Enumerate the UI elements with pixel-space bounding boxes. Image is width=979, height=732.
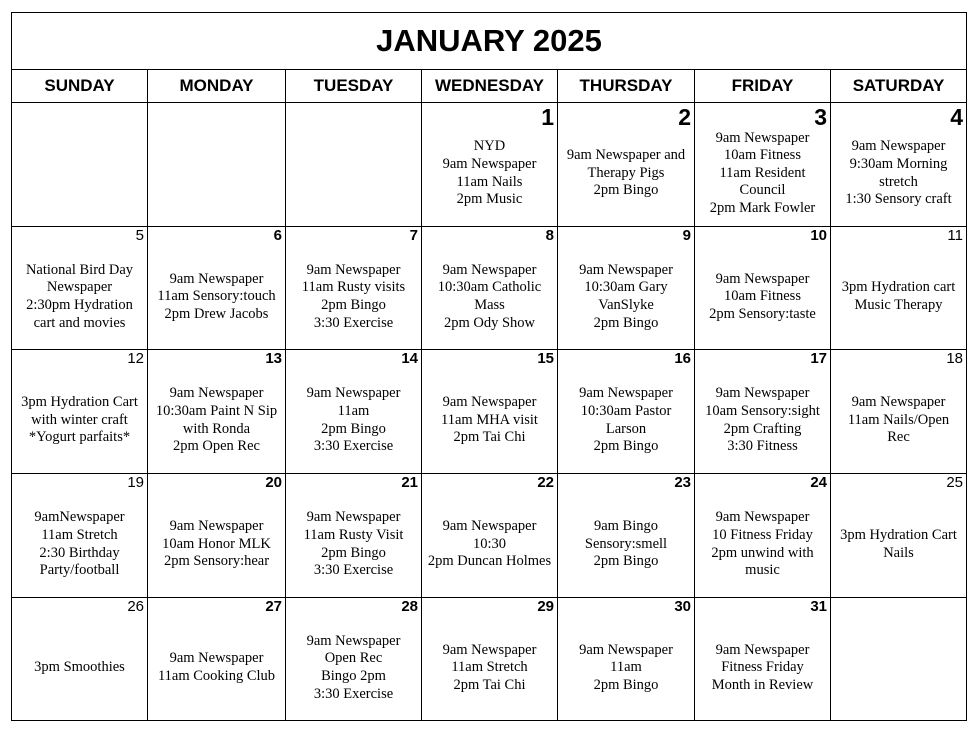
day-cell xyxy=(831,350,966,474)
event-line: 9am Newspaper xyxy=(715,509,810,526)
event-line: 2pm Bingo xyxy=(321,420,386,437)
day-header-thursday: THURSDAY xyxy=(558,70,695,103)
day-cell xyxy=(831,598,966,720)
event-list xyxy=(148,245,285,349)
event-line: VanSlyke xyxy=(598,297,654,313)
event-line: 2pm Sensory:hear xyxy=(163,553,270,570)
day-cell xyxy=(831,103,966,227)
event-line: 2pm Duncan Holmes xyxy=(427,553,552,570)
day-number: 24 xyxy=(810,474,827,491)
event-line: 3:30 Exercise xyxy=(313,438,394,455)
event-line: 3pm Hydration cart xyxy=(841,279,956,296)
event-list xyxy=(422,368,557,473)
event-line: 9am Newspaper and xyxy=(566,147,686,164)
event-line: 3:30 Fitness xyxy=(727,438,798,455)
event-line: 2pm Crafting xyxy=(723,420,802,437)
day-cell xyxy=(286,598,422,720)
event-line: 3:30 Exercise xyxy=(313,314,394,331)
event-line: 11am Stretch xyxy=(451,659,528,676)
event-line: 2pm Bingo xyxy=(593,314,659,331)
event-list xyxy=(695,616,830,720)
day-number: 20 xyxy=(265,474,282,491)
event-line: Music Therapy xyxy=(854,297,943,313)
event-list xyxy=(148,616,285,720)
day-number: 14 xyxy=(401,350,418,367)
event-line: 11am Rusty Visit xyxy=(303,526,404,543)
event-line: 10:30 xyxy=(472,535,507,552)
day-number: 17 xyxy=(810,350,827,367)
event-line: 9am Newspaper xyxy=(715,385,810,402)
day-cell xyxy=(422,474,558,598)
event-list xyxy=(148,492,285,597)
event-list xyxy=(695,121,830,226)
event-line: 9:30am Morning xyxy=(849,155,948,172)
event-line: music xyxy=(745,562,780,579)
event-line: Fitness Friday xyxy=(721,659,804,676)
event-line: 10 Fitness Friday xyxy=(712,526,813,543)
day-number: 26 xyxy=(127,598,144,615)
event-line: 3:30 Exercise xyxy=(313,562,394,579)
day-cell xyxy=(558,103,695,227)
event-line: 9am Newspaper xyxy=(715,129,810,146)
event-list xyxy=(286,368,421,473)
event-line: 9amNewspaper xyxy=(34,509,125,526)
day-cell xyxy=(558,350,695,474)
event-line: Council xyxy=(739,182,786,199)
day-number: 1 xyxy=(541,104,554,130)
event-line: 9am Newspaper xyxy=(851,138,946,155)
day-number: 28 xyxy=(401,598,418,615)
event-line: 2pm Tai Chi xyxy=(453,676,526,693)
event-line: with winter craft xyxy=(31,411,128,428)
day-number: 12 xyxy=(127,350,144,367)
day-number: 23 xyxy=(674,474,691,491)
day-number: 22 xyxy=(537,474,554,491)
day-cell xyxy=(148,227,286,350)
event-line: 9am Newspaper xyxy=(442,261,537,278)
event-line: 11am xyxy=(610,659,642,676)
event-line: 11am MHA visit xyxy=(441,411,538,428)
day-cell xyxy=(286,227,422,350)
event-line: stretch xyxy=(879,173,918,190)
event-line: 11am Stretch xyxy=(41,526,118,543)
event-line: 11am xyxy=(337,402,370,419)
day-cell xyxy=(12,103,148,227)
event-list xyxy=(831,121,966,226)
event-line: 9am Newspaper xyxy=(442,518,537,535)
day-header-sunday: SUNDAY xyxy=(12,70,148,103)
day-number: 16 xyxy=(674,350,691,367)
event-line: Nails xyxy=(883,544,914,561)
day-number: 6 xyxy=(273,227,282,244)
day-cell xyxy=(12,474,148,598)
calendar xyxy=(11,12,967,721)
event-line: 9am Newspaper xyxy=(579,385,673,402)
event-line: Therapy Pigs xyxy=(587,164,665,181)
event-line: *Yogurt parfaits* xyxy=(28,429,131,446)
event-line: Party/football xyxy=(39,562,120,579)
event-list xyxy=(286,616,421,720)
event-line: 2:30pm Hydration xyxy=(26,297,133,313)
event-line: 9am Newspaper xyxy=(306,261,401,278)
event-list xyxy=(12,616,147,720)
event-line: 9am Newspaper xyxy=(442,155,537,172)
event-line: 9am Newspaper xyxy=(715,641,810,658)
day-number: 15 xyxy=(537,350,554,367)
event-list xyxy=(558,492,694,597)
day-cell xyxy=(558,227,695,350)
calendar-title: JANUARY 2025 xyxy=(12,13,966,70)
event-line: 2pm Drew Jacobs xyxy=(164,305,269,322)
event-line: 9am Newspaper xyxy=(442,641,537,658)
event-line: 9am Newspaper xyxy=(169,270,264,287)
event-line: Bingo 2pm xyxy=(321,668,386,684)
day-cell xyxy=(148,103,286,227)
event-line: Open Rec xyxy=(324,650,383,667)
event-line: 2pm Bingo xyxy=(593,676,659,693)
event-line: 9am Newspaper xyxy=(579,641,673,658)
event-list xyxy=(558,121,694,226)
event-list xyxy=(695,368,830,473)
day-number: 27 xyxy=(265,598,282,615)
day-header-monday: MONDAY xyxy=(148,70,286,103)
day-header-tuesday: TUESDAY xyxy=(286,70,422,103)
event-line: 10am Fitness xyxy=(724,147,801,164)
day-cell xyxy=(558,474,695,598)
event-line: 11am Cooking Club xyxy=(157,668,276,684)
event-line: 3pm Hydration Cart xyxy=(840,526,957,543)
day-cell xyxy=(12,227,148,350)
day-cell xyxy=(148,474,286,598)
day-cell xyxy=(148,350,286,474)
event-line: 1:30 Sensory craft xyxy=(845,191,952,208)
event-line: Sensory:smell xyxy=(584,535,668,552)
event-line: 9am Newspaper xyxy=(306,385,401,402)
day-header-wednesday: WEDNESDAY xyxy=(422,70,558,103)
event-line: 10am Honor MLK xyxy=(162,535,271,552)
event-line: Mass xyxy=(474,297,505,313)
event-line: Month in Review xyxy=(711,676,814,693)
event-list xyxy=(422,245,557,349)
event-line: NYD xyxy=(473,138,506,155)
event-line: 2pm Mark Fowler xyxy=(709,199,816,216)
event-list xyxy=(831,245,966,349)
day-cell xyxy=(695,103,831,227)
event-line: 11am Resident xyxy=(719,164,806,181)
day-number: 5 xyxy=(135,227,144,244)
day-number: 9 xyxy=(682,227,691,244)
day-number: 4 xyxy=(950,104,963,130)
event-line: with Ronda xyxy=(182,420,251,437)
day-number: 29 xyxy=(537,598,554,615)
event-line: 3:30 Exercise xyxy=(313,685,394,702)
event-list xyxy=(695,492,830,597)
event-line: 10:30am Paint N Sip xyxy=(155,402,278,419)
event-line: Newspaper xyxy=(46,279,113,296)
event-line: 10:30am Catholic xyxy=(437,279,542,296)
event-list xyxy=(558,368,694,473)
event-line: 2pm Bingo xyxy=(321,297,386,313)
day-number: 19 xyxy=(127,474,144,491)
event-list xyxy=(831,368,966,473)
event-line: 9am Newspaper xyxy=(306,632,401,649)
day-number: 8 xyxy=(545,227,554,244)
event-list xyxy=(558,616,694,720)
event-line: 2:30 Birthday xyxy=(39,544,120,561)
event-list xyxy=(12,368,147,473)
event-list xyxy=(558,245,694,349)
event-line: 2pm Bingo xyxy=(593,438,659,455)
event-line: 10:30am Pastor xyxy=(580,402,672,419)
event-line: 3pm Smoothies xyxy=(34,659,125,676)
event-line: 2pm unwind with xyxy=(711,544,814,561)
day-cell xyxy=(831,227,966,350)
day-number: 30 xyxy=(674,598,691,615)
event-list xyxy=(695,245,830,349)
day-header-friday: FRIDAY xyxy=(695,70,831,103)
event-line: 9am Newspaper xyxy=(169,385,264,402)
event-line: 11am Rusty visits xyxy=(301,279,406,296)
event-line: 9am Newspaper xyxy=(306,509,401,526)
event-line: 10:30am Gary xyxy=(584,279,668,296)
event-line: 2pm Open Rec xyxy=(173,438,260,455)
day-number: 11 xyxy=(947,227,963,244)
event-list xyxy=(422,121,557,226)
day-number: 10 xyxy=(810,227,827,244)
event-list xyxy=(831,492,966,597)
day-number: 18 xyxy=(946,350,963,367)
event-line: 9am Newspaper xyxy=(442,394,537,411)
day-number: 3 xyxy=(814,104,827,130)
event-line: Larson xyxy=(605,420,647,437)
day-cell xyxy=(831,474,966,598)
day-number: 13 xyxy=(265,350,282,367)
day-number: 2 xyxy=(678,104,691,130)
event-line: 2pm Bingo xyxy=(593,182,659,199)
day-cell xyxy=(286,474,422,598)
event-list xyxy=(12,245,147,349)
day-number: 25 xyxy=(946,474,963,491)
event-line: 2pm Bingo xyxy=(321,544,386,561)
day-cell xyxy=(422,598,558,720)
event-line: 9am Newspaper xyxy=(851,394,946,411)
day-cell xyxy=(422,350,558,474)
day-cell xyxy=(695,350,831,474)
day-cell xyxy=(12,598,148,720)
day-cell xyxy=(558,598,695,720)
day-cell xyxy=(12,350,148,474)
event-list xyxy=(422,492,557,597)
day-header-saturday: SATURDAY xyxy=(831,70,966,103)
event-line: 2pm Tai Chi xyxy=(453,429,526,446)
day-cell xyxy=(286,103,422,227)
day-cell xyxy=(695,227,831,350)
day-number: 7 xyxy=(409,227,418,244)
event-line: 2pm Bingo xyxy=(593,553,659,570)
event-line: 3pm Hydration Cart xyxy=(21,394,138,411)
event-list xyxy=(12,492,147,597)
event-list xyxy=(148,368,285,473)
day-number: 31 xyxy=(810,598,827,615)
event-list xyxy=(422,616,557,720)
day-cell xyxy=(695,474,831,598)
event-line: 10am Sensory:sight xyxy=(705,402,820,419)
event-line: 2pm Sensory:taste xyxy=(709,305,816,322)
calendar-grid xyxy=(12,70,966,720)
event-line: 2pm Music xyxy=(456,191,523,208)
event-line: cart and movies xyxy=(33,314,126,331)
day-cell xyxy=(148,598,286,720)
day-cell xyxy=(286,350,422,474)
event-line: 9am Newspaper xyxy=(169,518,264,535)
event-line: 11am Nails/Open Rec xyxy=(847,411,950,446)
event-line: 10am Fitness xyxy=(724,288,801,305)
event-line: National Bird Day xyxy=(25,261,134,278)
event-list xyxy=(286,245,421,349)
day-cell xyxy=(422,103,558,227)
event-line: 9am Newspaper xyxy=(169,650,264,667)
event-line: 9am Newspaper xyxy=(579,261,673,278)
day-cell xyxy=(695,598,831,720)
day-cell xyxy=(422,227,558,350)
event-line: 9am Bingo xyxy=(593,518,659,535)
event-line: 2pm Ody Show xyxy=(443,314,536,331)
day-number: 21 xyxy=(401,474,418,491)
event-line: 11am Sensory:touch xyxy=(157,288,276,305)
event-line: 11am Nails xyxy=(456,173,523,190)
event-line: 9am Newspaper xyxy=(715,270,810,287)
event-list xyxy=(286,492,421,597)
